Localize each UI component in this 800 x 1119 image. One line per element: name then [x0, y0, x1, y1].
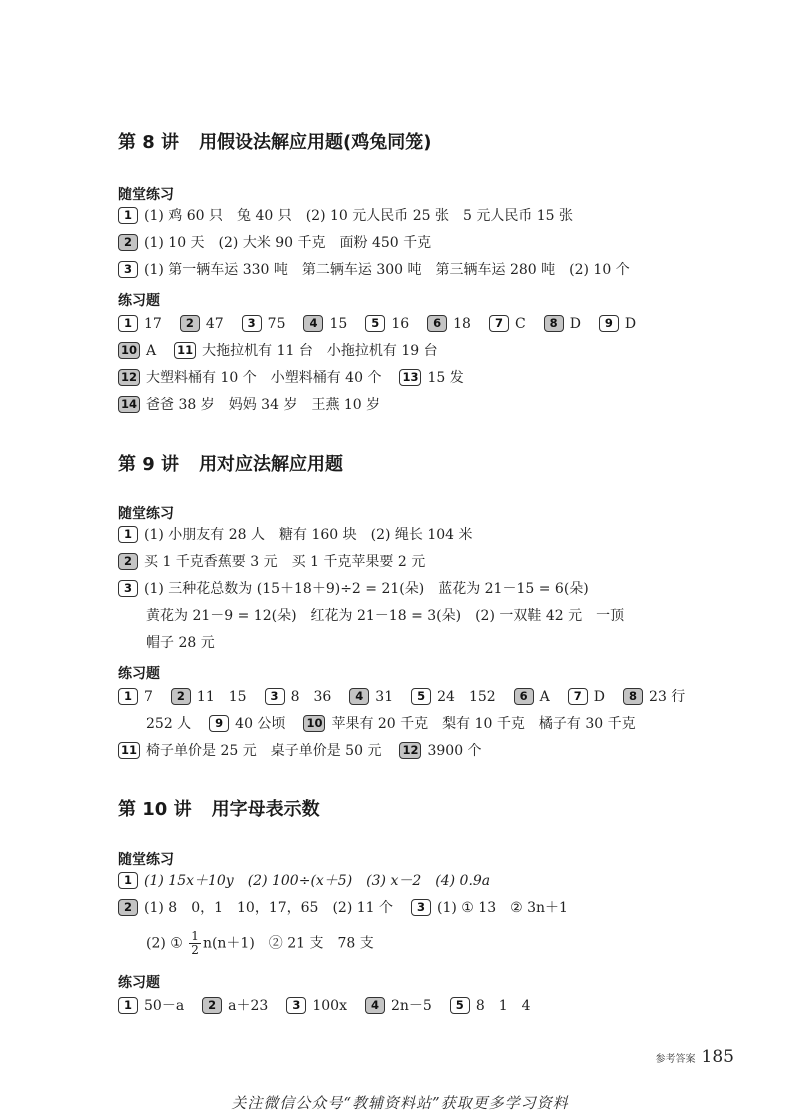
- question-badge: 10: [303, 715, 325, 732]
- answer-text: 椅子单价是 25 元 桌子单价是 50 元: [146, 743, 382, 759]
- answer-line: [118, 395, 380, 415]
- question-badge: 7: [489, 315, 509, 332]
- watermark: 关注微信公众号“教辅资料站”获取更多学习资料: [231, 1094, 569, 1112]
- answer-text: 252 人: [146, 716, 192, 732]
- question-badge: 5: [450, 997, 470, 1014]
- fraction-numerator: 1: [191, 929, 199, 943]
- question-badge: 2: [180, 315, 200, 332]
- answer-text: 16: [391, 316, 410, 332]
- question-badge: 2: [118, 899, 138, 916]
- answer-text: 大塑料桶有 10 个 小塑料桶有 40 个: [146, 370, 382, 386]
- answer-text: 帽子 28 元: [146, 635, 215, 651]
- answer-text: (1) 10 天 (2) 大米 90 千克 面粉 450 千克: [144, 235, 432, 251]
- answer-line: [118, 368, 464, 388]
- question-badge: 1: [118, 315, 138, 332]
- question-badge: 11: [118, 742, 140, 759]
- question-badge: 1: [118, 688, 138, 705]
- lecture-number: 第 9 讲: [118, 454, 180, 475]
- question-badge: 3: [265, 688, 285, 705]
- question-badge: 2: [171, 688, 191, 705]
- answer-line: [118, 525, 473, 545]
- lecture-number: 第 10 讲: [118, 799, 192, 820]
- lecture-title: 用假设法解应用题(鸡兔同笼): [199, 132, 432, 153]
- answer-text: (1) 8 0，1 10，17，65 (2) 11 个: [144, 900, 393, 916]
- answer-text: 苹果有 20 千克 梨有 10 千克 橘子有 30 千克: [331, 716, 636, 732]
- answer-text: (2) ①: [146, 935, 183, 952]
- answer-line: [118, 871, 490, 891]
- answer-line: [118, 314, 636, 334]
- answer-text: 15 发: [427, 370, 464, 386]
- answer-text: 8 1 4: [475, 998, 531, 1014]
- answer-text: 8 36: [290, 689, 332, 705]
- question-badge: 5: [411, 688, 431, 705]
- question-badge: 1: [118, 207, 138, 224]
- answer-line: [118, 260, 630, 280]
- lecture-title: 用字母表示数: [211, 799, 320, 820]
- question-badge: 8: [544, 315, 564, 332]
- answer-line: [118, 552, 425, 572]
- question-badge: 3: [118, 261, 138, 278]
- fraction: [189, 930, 201, 957]
- question-badge: 2: [202, 997, 222, 1014]
- question-badge: 4: [349, 688, 369, 705]
- question-badge: 4: [303, 315, 323, 332]
- question-badge: 2: [118, 234, 138, 251]
- question-badge: 13: [399, 369, 421, 386]
- page-number: 185: [701, 1047, 734, 1067]
- fraction-denominator: 2: [191, 943, 199, 957]
- question-badge: 9: [209, 715, 229, 732]
- answer-text: (1) 小朋友有 28 人 糖有 160 块 (2) 绳长 104 米: [144, 527, 473, 543]
- answer-text: (1) 鸡 60 只 兔 40 只 (2) 10 元人民币 25 张 5 元人民币 15 张: [144, 208, 574, 224]
- answer-text: 100x: [312, 998, 347, 1014]
- question-badge: 6: [514, 688, 534, 705]
- answer-text: D: [624, 316, 637, 332]
- exercise-label: 练习题: [118, 975, 160, 991]
- question-badge: 6: [427, 315, 447, 332]
- lecture-title: 用对应法解应用题: [199, 454, 344, 475]
- class-practice-label: 随堂练习: [118, 187, 174, 203]
- question-badge: 2: [118, 553, 138, 570]
- question-badge: 10: [118, 342, 140, 359]
- answer-line: [118, 341, 438, 361]
- answer-text: 2n－5: [390, 998, 432, 1014]
- question-badge: 5: [365, 315, 385, 332]
- answer-line: [118, 206, 573, 226]
- answer-text: a＋23: [228, 998, 269, 1014]
- question-badge: 12: [118, 369, 140, 386]
- question-badge: 3: [411, 899, 431, 916]
- class-practice-label: 随堂练习: [118, 506, 174, 522]
- answer-text: A: [146, 343, 157, 359]
- footer-label: 参考答案: [655, 1054, 696, 1065]
- answer-text: (1) 15x＋10y (2) 100÷(x＋5) (3) x－2 (4) 0.9a: [144, 873, 491, 889]
- question-badge: 1: [118, 997, 138, 1014]
- answer-text: (1) ① 13 ② 3n＋1: [437, 900, 568, 916]
- question-badge: 1: [118, 526, 138, 543]
- answer-text: 大拖拉机有 11 台 小拖拉机有 19 台: [202, 343, 438, 359]
- lecture-10-heading: [118, 795, 320, 821]
- page-footer: [656, 1047, 734, 1067]
- answer-line: [118, 687, 685, 707]
- answer-line: [118, 233, 431, 253]
- answer-text: 18: [453, 316, 471, 332]
- question-badge: 9: [599, 315, 619, 332]
- question-badge: 14: [118, 396, 140, 413]
- answer-text: n(n＋1) ② 21 支 78 支: [202, 935, 374, 952]
- question-badge: 3: [118, 580, 138, 597]
- answer-line: [146, 930, 374, 957]
- lecture-9-heading: [118, 450, 343, 476]
- answer-line: [146, 714, 636, 734]
- question-badge: 12: [399, 742, 421, 759]
- question-badge: 7: [568, 688, 588, 705]
- exercise-label: 练习题: [118, 666, 160, 682]
- answer-text: 75: [267, 316, 286, 332]
- answer-text: 买 1 千克香蕉要 3 元 买 1 千克苹果要 2 元: [144, 554, 426, 570]
- question-badge: 4: [365, 997, 385, 1014]
- question-badge: 3: [286, 997, 306, 1014]
- question-badge: 3: [242, 315, 262, 332]
- question-badge: 11: [174, 342, 196, 359]
- answer-text: 17: [144, 316, 162, 332]
- answer-text: 黄花为 21－9 = 12(朵) 红花为 21－18 = 3(朵) (2) 一双鞋 42 元 一顶: [146, 608, 625, 624]
- answer-line: [118, 898, 568, 918]
- answer-line: [118, 579, 589, 599]
- answer-text: 40 公顷: [235, 716, 286, 732]
- exercise-label: 练习题: [118, 293, 160, 309]
- answer-text: D: [569, 316, 581, 332]
- answer-text: 爸爸 38 岁 妈妈 34 岁 王燕 10 岁: [146, 397, 381, 413]
- question-badge: 8: [623, 688, 643, 705]
- class-practice-label: 随堂练习: [118, 852, 174, 868]
- answer-text: A: [539, 689, 550, 705]
- lecture-number: 第 8 讲: [118, 132, 180, 153]
- answer-text: D: [593, 689, 606, 705]
- answer-text: 11 15: [196, 689, 247, 705]
- answer-text: 15: [329, 316, 348, 332]
- answer-text: 47: [205, 316, 224, 332]
- answer-text: (1) 第一辆车运 330 吨 第二辆车运 300 吨 第三辆车运 280 吨 (2) 10 个: [144, 262, 630, 278]
- answer-line: [118, 996, 531, 1016]
- answer-text: 7: [144, 689, 153, 705]
- answer-text: 3900 个: [427, 743, 482, 759]
- answer-text: (1) 三种花总数为 (15＋18＋9)÷2 = 21(朵) 蓝花为 21－15 = 6(朵): [144, 581, 589, 597]
- answer-text: 24 152: [437, 689, 496, 705]
- answer-text: C: [514, 316, 526, 332]
- answer-text: 31: [375, 689, 394, 705]
- answer-line: [118, 741, 482, 761]
- answer-text: 50－a: [144, 998, 185, 1014]
- lecture-8-heading: [118, 128, 432, 154]
- answer-text: 23 行: [649, 689, 686, 705]
- question-badge: 1: [118, 872, 138, 889]
